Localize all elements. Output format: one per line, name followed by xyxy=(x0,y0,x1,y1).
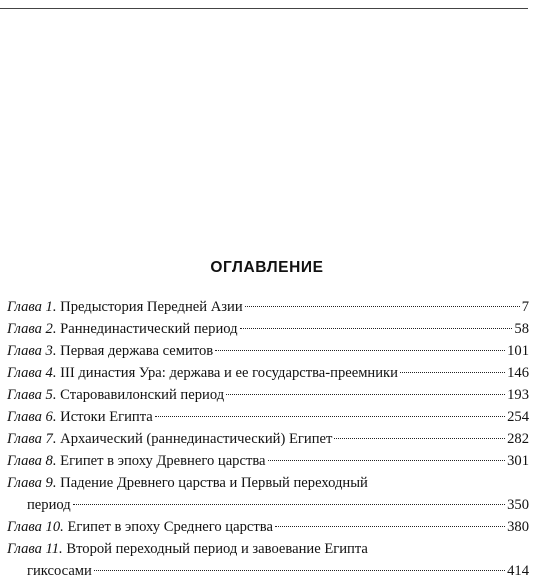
top-rule xyxy=(0,8,528,9)
page-number: 282 xyxy=(507,431,529,447)
toc-entry[interactable] xyxy=(7,384,529,406)
dot-leader xyxy=(226,394,505,395)
chapter-number: Глава 9. xyxy=(7,475,57,491)
toc-entry-continuation[interactable] xyxy=(7,560,529,582)
dot-leader xyxy=(400,372,505,373)
page-number: 414 xyxy=(507,563,529,579)
toc-entry[interactable] xyxy=(7,340,529,362)
table-of-contents xyxy=(7,296,529,582)
chapter-number: Глава 7. xyxy=(7,431,57,447)
dot-leader xyxy=(155,416,505,417)
page-number: 254 xyxy=(507,409,529,425)
chapter-title: Раннединастический период xyxy=(60,321,238,337)
chapter-number: Глава 8. xyxy=(7,453,57,469)
toc-entry[interactable] xyxy=(7,362,529,384)
dot-leader xyxy=(275,526,505,527)
chapter-title: Египет в эпоху Древнего царства xyxy=(60,453,266,469)
toc-entry[interactable] xyxy=(7,538,529,560)
dot-leader xyxy=(73,504,505,505)
toc-entry[interactable] xyxy=(7,406,529,428)
chapter-number: Глава 10. xyxy=(7,519,64,535)
dot-leader xyxy=(334,438,505,439)
chapter-title-continuation: гиксосами xyxy=(27,563,92,579)
chapter-number: Глава 4. xyxy=(7,365,57,381)
page-number: 7 xyxy=(521,299,529,315)
toc-entry[interactable] xyxy=(7,450,529,472)
chapter-number: Глава 1. xyxy=(7,299,57,315)
dot-leader xyxy=(215,350,505,351)
page-number: 380 xyxy=(507,519,529,535)
toc-entry[interactable] xyxy=(7,318,529,340)
chapter-number: Глава 6. xyxy=(7,409,57,425)
chapter-title: Первая держава семитов xyxy=(60,343,214,359)
toc-entry[interactable] xyxy=(7,428,529,450)
toc-entry[interactable] xyxy=(7,516,529,538)
chapter-title: Старовавилонский период xyxy=(60,387,225,403)
toc-entry[interactable] xyxy=(7,296,529,318)
page-number: 193 xyxy=(507,387,529,403)
chapter-title: Архаический (раннединастический) Египет xyxy=(60,431,333,447)
toc-heading: ОГЛАВЛЕНИЕ xyxy=(210,259,324,276)
toc-entry[interactable] xyxy=(7,472,529,494)
chapter-number: Глава 3. xyxy=(7,343,57,359)
chapter-title: Второй переходный период и завоевание Египта xyxy=(66,541,368,557)
toc-entry-continuation[interactable] xyxy=(7,494,529,516)
page-number: 301 xyxy=(507,453,529,469)
chapter-title: Истоки Египта xyxy=(60,409,153,425)
page-number: 58 xyxy=(514,321,529,337)
dot-leader xyxy=(268,460,506,461)
dot-leader xyxy=(245,306,520,307)
page-number: 101 xyxy=(507,343,529,359)
dot-leader xyxy=(240,328,513,329)
chapter-number: Глава 2. xyxy=(7,321,57,337)
chapter-title-continuation: период xyxy=(27,497,71,513)
chapter-number: Глава 11. xyxy=(7,541,63,557)
chapter-number: Глава 5. xyxy=(7,387,57,403)
chapter-title: Предыстория Передней Азии xyxy=(60,299,243,315)
page-number: 146 xyxy=(507,365,529,381)
chapter-title: Падение Древнего царства и Первый переходный xyxy=(60,475,368,491)
page-number: 350 xyxy=(507,497,529,513)
chapter-title: Египет в эпоху Среднего царства xyxy=(67,519,273,535)
chapter-title: III династия Ура: держава и ее государства-преемники xyxy=(60,365,398,381)
dot-leader xyxy=(94,570,505,571)
